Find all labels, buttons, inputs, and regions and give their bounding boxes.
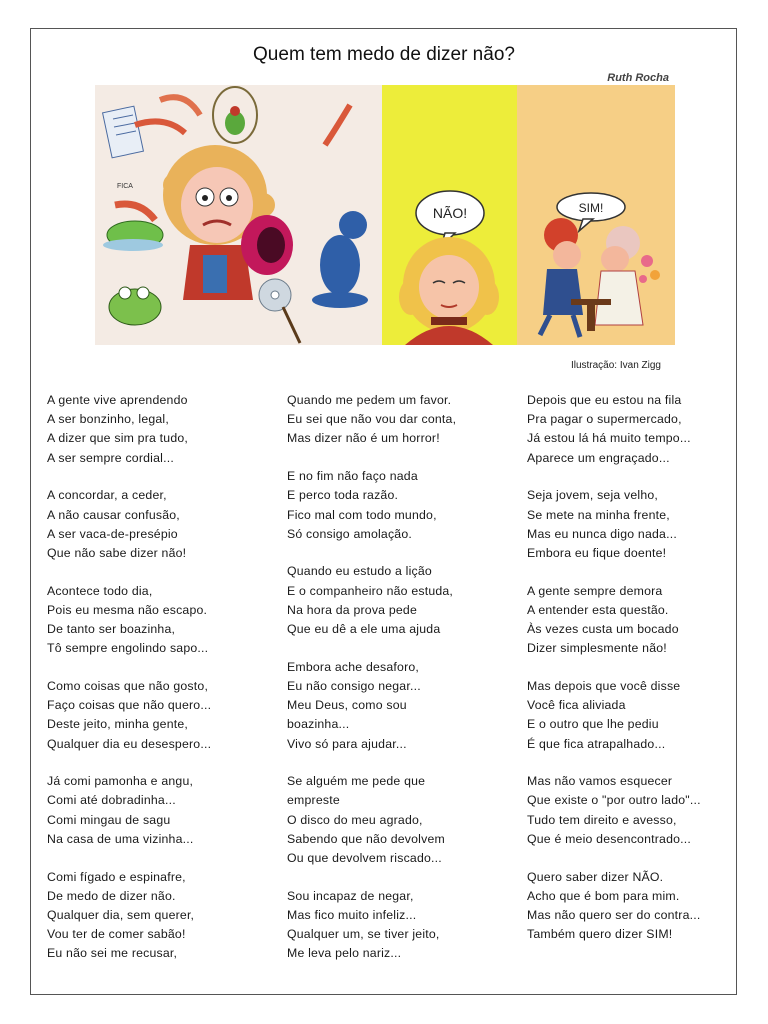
poem-stanza: [527, 772, 757, 849]
poem-line: Já estou lá há muito tempo...: [527, 431, 691, 446]
poem-line: Na casa de uma vizinha...: [47, 831, 194, 846]
poem-stanza: [527, 677, 757, 754]
poem-line: Vou ter de comer sabão!: [47, 927, 186, 942]
poem-line: Quando me pedem um favor.: [287, 393, 452, 407]
illustration-credit: Ilustração: Ivan Zigg: [570, 360, 661, 371]
poem-stanza: [527, 868, 757, 945]
poem-column-3: [527, 391, 757, 963]
poem-line: A entender esta questão.: [527, 602, 669, 617]
poem-line: Qualquer dia, sem querer,: [47, 907, 195, 922]
poem-stanza: [287, 562, 517, 639]
poem-stanza: [287, 467, 517, 544]
poem-line: E no fim não faço nada: [287, 469, 418, 484]
poem-line: Acontece todo dia,: [47, 583, 153, 598]
poem-line: Pra pagar o supermercado,: [527, 412, 682, 427]
poem-line: Faço coisas que não quero...: [47, 698, 212, 713]
poem-line: Dizer simplesmente não!: [527, 641, 667, 656]
poem-line: Se mete na minha frente,: [527, 507, 670, 522]
poem-line: Também quero dizer SIM!: [527, 927, 673, 942]
poem-line: Eu não sei me recusar,: [47, 946, 178, 961]
poem-line: boazinha...: [287, 717, 350, 732]
poem-line: Me leva pelo nariz...: [287, 946, 402, 961]
poem-line: Sou incapaz de negar,: [287, 888, 414, 903]
poem-line: Tudo tem direito e avesso,: [527, 812, 677, 827]
poem-line: Aparece um engraçado...: [527, 450, 670, 465]
poem-line: Mas dizer não é um horror!: [287, 431, 440, 446]
poem-stanza: [47, 486, 277, 563]
poem-stanza: [287, 887, 517, 964]
poem-line: empreste: [287, 793, 340, 808]
poem-stanza: [527, 486, 757, 563]
speech-small-text: FICA: [117, 183, 133, 190]
poem-stanza: [47, 868, 277, 964]
speech-yes-text: SIM!: [578, 201, 604, 215]
poem-line: Quero saber dizer NÃO.: [527, 869, 664, 884]
poem-line: Que é meio desencontrado...: [527, 831, 691, 846]
poem-line: Na hora da prova pede: [287, 602, 417, 617]
poem-line: E o outro que lhe pediu: [527, 717, 659, 732]
poem-line: Embora eu fique doente!: [527, 545, 667, 560]
poem-line: Embora ache desaforo,: [287, 659, 420, 674]
poem-line: De medo de dizer não.: [47, 888, 176, 903]
poem-line: Mas não quero ser do contra...: [527, 907, 701, 922]
poem-stanza: [47, 677, 277, 754]
poem-line: E o companheiro não estuda,: [287, 583, 454, 598]
poem-line: Sabendo que não devolvem: [287, 831, 445, 846]
poem-line: Acho que é bom para mim.: [527, 888, 680, 903]
illustration: [95, 85, 675, 345]
poem-line: A ser sempre cordial...: [47, 450, 174, 465]
page-title: Quem tem medo de dizer não?: [253, 44, 515, 65]
poem-stanza: [527, 582, 757, 659]
poem-stanza: [287, 772, 517, 868]
poem-line: O disco do meu agrado,: [287, 812, 423, 827]
poem-line: Vivo só para ajudar...: [287, 736, 407, 751]
poem-line: Fico mal com todo mundo,: [287, 507, 437, 522]
poem-stanza: [47, 582, 277, 659]
poem-line: Pois eu mesma não escapo.: [47, 602, 208, 617]
poem-line: De tanto ser boazinha,: [47, 622, 176, 637]
poem-line: Mas eu nunca digo nada...: [527, 526, 677, 541]
poem-line: Que não sabe dizer não!: [47, 545, 187, 560]
poem-line: Qualquer um, se tiver jeito,: [287, 927, 440, 942]
poem-line: É que fica atrapalhado...: [527, 736, 666, 751]
poem-line: Tô sempre engolindo sapo...: [47, 641, 209, 656]
poem-line: Que existe o "por outro lado"...: [527, 793, 701, 808]
poem-line: Comi mingau de sagu: [47, 812, 171, 827]
poem-line: Você fica aliviada: [527, 698, 626, 713]
poem-stanza: [47, 772, 277, 849]
poem-line: Seja jovem, seja velho,: [527, 488, 659, 503]
poem-line: A não causar confusão,: [47, 507, 180, 522]
poem-line: Comi fígado e espinafre,: [47, 869, 186, 884]
poem-line: Depois que eu estou na fila: [527, 393, 682, 407]
speech-no-text: NÃO!: [432, 205, 468, 221]
poem-line: A concordar, a ceder,: [47, 488, 167, 503]
poem-line: Deste jeito, minha gente,: [47, 717, 189, 732]
poem-line: Quando eu estudo a lição: [287, 564, 432, 579]
poem-line: Só consigo amolação.: [287, 526, 412, 541]
poem-line: Mas depois que você disse: [527, 678, 681, 693]
poem-line: Mas fico muito infeliz...: [287, 907, 417, 922]
poem-line: A ser bonzinho, legal,: [47, 412, 169, 427]
poem-line: E perco toda razão.: [287, 488, 399, 503]
poem-line: Ou que devolvem riscado...: [287, 851, 442, 866]
poem-column-1: [47, 391, 277, 982]
poem-line: A ser vaca-de-presépio: [47, 526, 178, 541]
poem-line: Meu Deus, como sou: [287, 698, 407, 713]
poem-line: Como coisas que não gosto,: [47, 678, 209, 693]
poem-line: A gente sempre demora: [527, 583, 663, 598]
poem-line: Qualquer dia eu desespero...: [47, 736, 212, 751]
poem-line: Comi até dobradinha...: [47, 793, 176, 808]
poem-line: Se alguém me pede que: [287, 774, 426, 789]
poem-stanza: [287, 658, 517, 754]
poem-stanza: [527, 391, 757, 468]
poem-line: Já comi pamonha e angu,: [47, 774, 194, 789]
poem-line: A dizer que sim pra tudo,: [47, 431, 189, 446]
author-name: Ruth Rocha: [607, 72, 669, 84]
poem-line: Mas não vamos esquecer: [527, 774, 673, 789]
poem-stanza: [287, 391, 517, 449]
poem-line: Eu sei que não vou dar conta,: [287, 412, 457, 427]
poem-line: Que eu dê a ele uma ajuda: [287, 622, 441, 637]
poem-stanza: [47, 391, 277, 468]
poem-line: A gente vive aprendendo: [47, 393, 188, 407]
poem-line: Às vezes custa um bocado: [527, 622, 679, 637]
poem-line: Eu não consigo negar...: [287, 678, 421, 693]
poem-column-2: [287, 391, 517, 982]
